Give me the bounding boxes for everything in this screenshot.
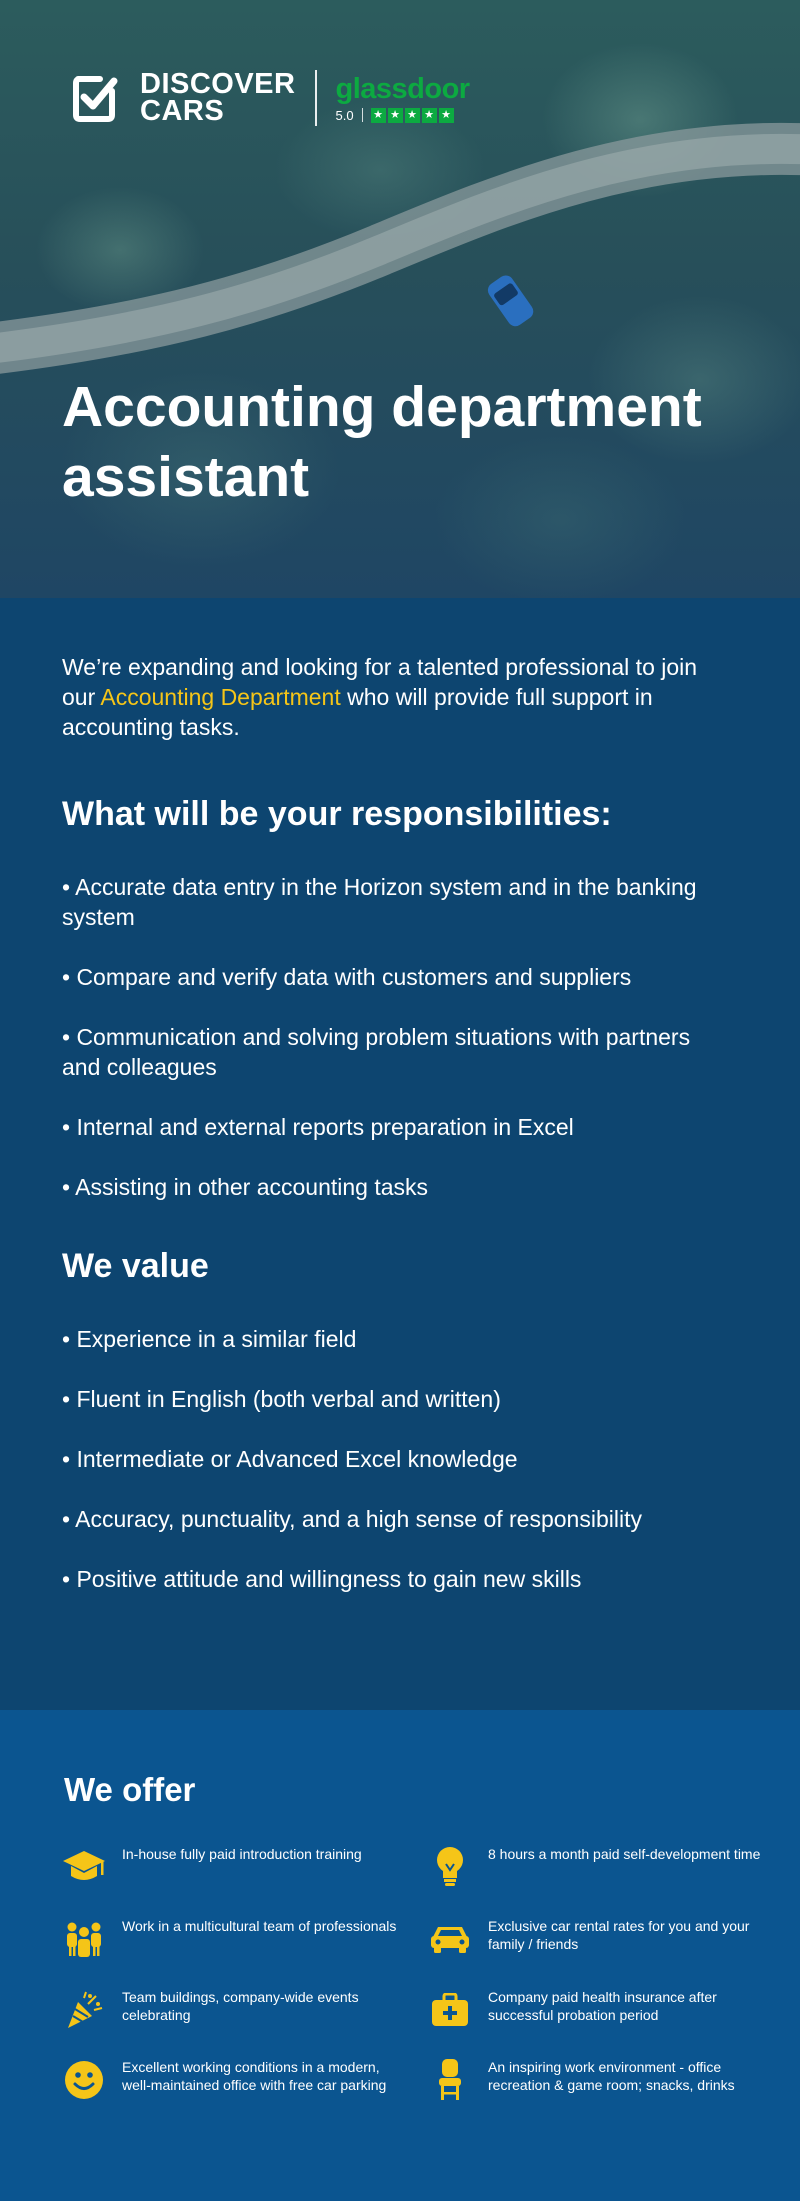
car-icon [428,1917,472,1961]
benefit-text: Team buildings, company-wide events celebrating [122,1989,359,2023]
list-item: • Compare and verify data with customers and suppliers [62,964,632,990]
list-item: • Fluent in English (both verbal and written) [62,1386,501,1412]
party-popper-icon [62,1988,106,2032]
list-item: • Internal and external reports preparation in Excel [62,1114,574,1140]
list-item: • Assisting in other accounting tasks [62,1174,429,1200]
job-description [0,598,800,1710]
star-icon: ★ [388,108,403,123]
we-offer-heading: We offer [64,1771,196,1808]
benefit-item [428,2058,768,2102]
benefit-text: An inspiring work environment - office recreation & game room; snacks, drinks [488,2059,735,2093]
responsibilities-list [62,872,738,1202]
star-icon: ★ [405,108,420,123]
chair-icon [428,2058,472,2102]
graduation-cap-icon [62,1845,106,1889]
glassdoor-score: 5.0 [335,107,354,123]
score-divider [362,108,363,122]
list-item: • Intermediate or Advanced Excel knowledge [62,1446,518,1472]
smiley-face-icon [62,2058,106,2102]
list-item: • Experience in a similar field [62,1326,357,1352]
benefit-item [62,1845,402,1889]
intro-text: We’re expanding and looking for a talented professional to join our [62,654,698,710]
star-icon: ★ [371,108,386,123]
benefit-item [62,1917,402,1961]
glassdoor-wordmark: glassdoor [335,72,470,105]
logo-wordmark: DISCOVER CARS [140,68,296,127]
benefit-text: 8 hours a month paid self-development time [488,1846,761,1862]
list-item: • Communication and solving problem situations with partners and colleagues [62,1024,691,1080]
logo-divider [315,70,317,126]
glassdoor-rating[interactable] [335,74,469,123]
benefit-text: Excellent working conditions in a modern, well-maintained office with free car parking [122,2059,387,2093]
hero-banner [0,0,800,598]
benefit-text: Company paid health insurance after successful probation period [488,1989,717,2023]
benefit-item [428,1988,768,2032]
list-item: • Accurate data entry in the Horizon system and in the banking system [62,874,697,930]
medical-kit-icon [428,1988,472,2032]
team-people-icon [62,1917,106,1961]
benefit-text: Exclusive car rental rates for you and your family / friends [488,1918,750,1952]
benefit-item [62,1988,402,2032]
intro-paragraph [62,652,732,742]
responsibilities-heading: What will be your responsibilities: [62,795,612,833]
department-highlight: Accounting Department [100,684,341,710]
benefit-text: In-house fully paid introduction training [122,1846,362,1862]
values-list [62,1324,738,1594]
job-title: Accounting department assistant [62,375,702,509]
checkmark-logo-icon [70,73,120,123]
company-logo[interactable] [70,70,470,126]
star-icon: ★ [439,108,454,123]
intro-text-end: who will provide full support in accounting tasks. [62,684,653,740]
list-item: • Accuracy, punctuality, and a high sense of responsibility [62,1506,642,1532]
benefit-item [428,1845,768,1889]
we-offer-section [0,1710,800,2201]
lightbulb-icon [428,1845,472,1889]
list-item: • Positive attitude and willingness to gain new skills [62,1566,582,1592]
star-icon: ★ [422,108,437,123]
benefit-text: Work in a multicultural team of professionals [122,1918,397,1934]
we-value-heading: We value [62,1247,209,1285]
benefit-item [62,2058,402,2102]
rating-stars [371,108,454,123]
benefit-item [428,1917,768,1961]
